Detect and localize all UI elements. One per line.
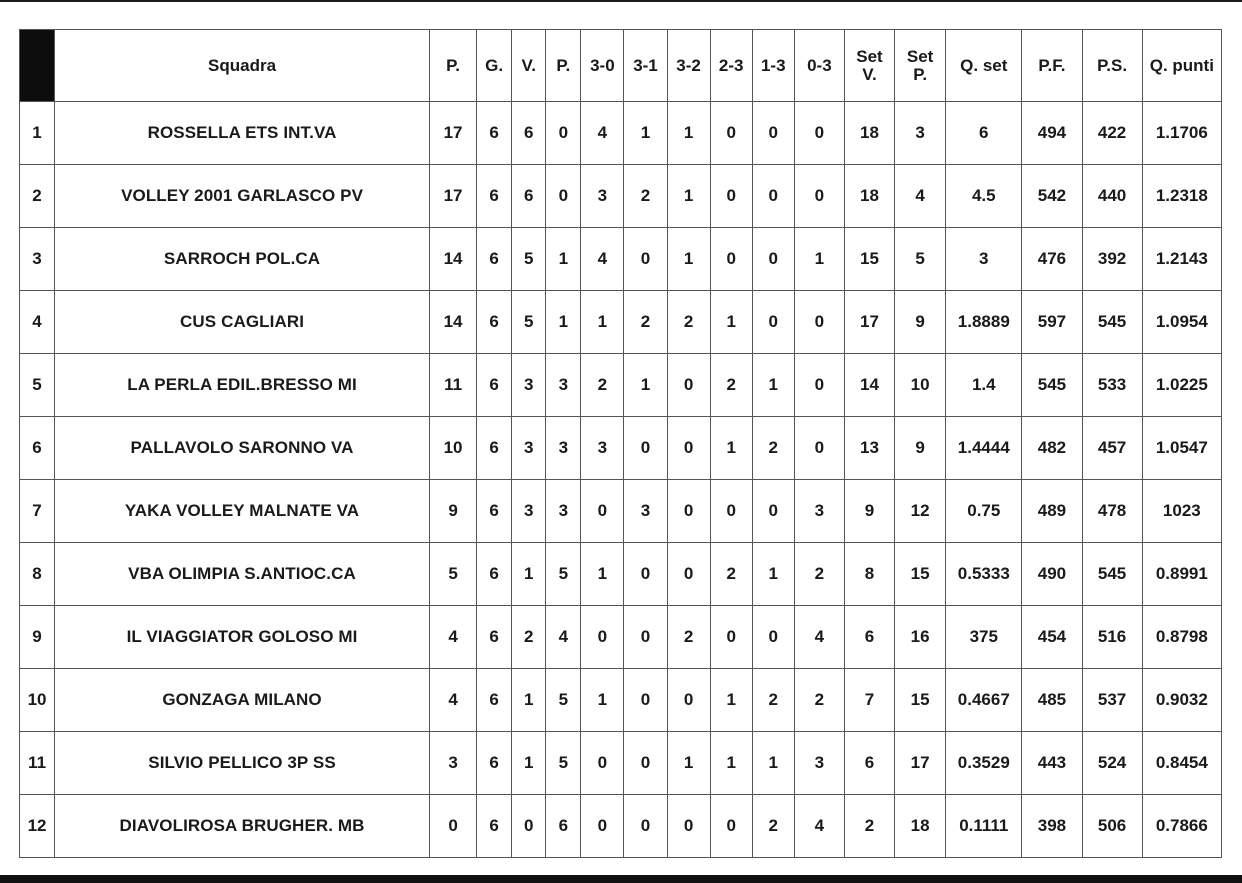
won-cell: 1 [512, 669, 546, 732]
rank-cell: 2 [20, 165, 55, 228]
result-0-3-cell: 0 [794, 165, 844, 228]
result-0-3-cell: 0 [794, 291, 844, 354]
rank-cell: 7 [20, 480, 55, 543]
points-for-cell: 542 [1022, 165, 1082, 228]
set-ratio-cell: 3 [946, 228, 1022, 291]
played-cell: 6 [477, 543, 512, 606]
result-3-0-cell: 4 [581, 102, 624, 165]
points-cell: 11 [430, 354, 477, 417]
header-3-2: 3-2 [667, 30, 710, 102]
header-lost: P. [546, 30, 581, 102]
sets-lost-cell: 15 [895, 669, 946, 732]
sets-lost-cell: 5 [895, 228, 946, 291]
set-ratio-cell: 1.8889 [946, 291, 1022, 354]
result-0-3-cell: 3 [794, 480, 844, 543]
result-2-3-cell: 0 [710, 480, 752, 543]
standings-table [19, 29, 1222, 858]
result-0-3-cell: 4 [794, 795, 844, 858]
won-cell: 1 [512, 543, 546, 606]
header-team: Squadra [55, 30, 430, 102]
result-3-2-cell: 0 [667, 669, 710, 732]
header-3-1: 3-1 [624, 30, 667, 102]
result-1-3-cell: 0 [752, 291, 794, 354]
result-3-2-cell: 1 [667, 732, 710, 795]
result-3-0-cell: 1 [581, 669, 624, 732]
won-cell: 5 [512, 228, 546, 291]
points-for-cell: 443 [1022, 732, 1082, 795]
team-name-cell: SARROCH POL.CA [55, 228, 430, 291]
lost-cell: 3 [546, 354, 581, 417]
result-1-3-cell: 2 [752, 795, 794, 858]
points-against-cell: 533 [1082, 354, 1142, 417]
result-3-2-cell: 2 [667, 606, 710, 669]
result-3-1-cell: 1 [624, 102, 667, 165]
played-cell: 6 [477, 795, 512, 858]
result-3-0-cell: 3 [581, 417, 624, 480]
points-against-cell: 440 [1082, 165, 1142, 228]
table-row [20, 480, 1222, 543]
result-1-3-cell: 0 [752, 102, 794, 165]
lost-cell: 3 [546, 417, 581, 480]
points-ratio-cell: 1.2143 [1142, 228, 1221, 291]
rank-cell: 9 [20, 606, 55, 669]
lost-cell: 1 [546, 291, 581, 354]
top-border-line [0, 0, 1242, 2]
result-1-3-cell: 1 [752, 732, 794, 795]
rank-cell: 1 [20, 102, 55, 165]
team-name-cell: CUS CAGLIARI [55, 291, 430, 354]
table-row [20, 669, 1222, 732]
result-1-3-cell: 0 [752, 606, 794, 669]
result-3-0-cell: 1 [581, 543, 624, 606]
result-1-3-cell: 1 [752, 354, 794, 417]
points-ratio-cell: 1023 [1142, 480, 1221, 543]
header-sets-won-line2: V. [862, 64, 877, 84]
result-2-3-cell: 1 [710, 669, 752, 732]
header-3-0: 3-0 [581, 30, 624, 102]
won-cell: 6 [512, 165, 546, 228]
played-cell: 6 [477, 417, 512, 480]
header-points-against: P.S. [1082, 30, 1142, 102]
points-for-cell: 454 [1022, 606, 1082, 669]
won-cell: 0 [512, 795, 546, 858]
sets-lost-cell: 4 [895, 165, 946, 228]
points-cell: 14 [430, 291, 477, 354]
rank-cell: 8 [20, 543, 55, 606]
result-3-2-cell: 0 [667, 417, 710, 480]
played-cell: 6 [477, 228, 512, 291]
points-for-cell: 485 [1022, 669, 1082, 732]
points-against-cell: 478 [1082, 480, 1142, 543]
points-for-cell: 597 [1022, 291, 1082, 354]
result-3-1-cell: 0 [624, 732, 667, 795]
team-name-cell: GONZAGA MILANO [55, 669, 430, 732]
sets-won-cell: 17 [844, 291, 894, 354]
team-name-cell: SILVIO PELLICO 3P SS [55, 732, 430, 795]
sets-won-cell: 13 [844, 417, 894, 480]
header-0-3: 0-3 [794, 30, 844, 102]
result-3-2-cell: 1 [667, 165, 710, 228]
result-3-0-cell: 0 [581, 606, 624, 669]
lost-cell: 5 [546, 669, 581, 732]
points-against-cell: 506 [1082, 795, 1142, 858]
lost-cell: 6 [546, 795, 581, 858]
team-name-cell: YAKA VOLLEY MALNATE VA [55, 480, 430, 543]
result-3-1-cell: 1 [624, 354, 667, 417]
lost-cell: 3 [546, 480, 581, 543]
team-name-cell: IL VIAGGIATOR GOLOSO MI [55, 606, 430, 669]
result-3-1-cell: 0 [624, 606, 667, 669]
points-for-cell: 476 [1022, 228, 1082, 291]
points-ratio-cell: 1.0954 [1142, 291, 1221, 354]
header-sets-lost-line1: Set [906, 46, 934, 66]
lost-cell: 1 [546, 228, 581, 291]
result-3-1-cell: 2 [624, 165, 667, 228]
team-name-cell: VBA OLIMPIA S.ANTIOC.CA [55, 543, 430, 606]
table-row [20, 291, 1222, 354]
set-ratio-cell: 0.3529 [946, 732, 1022, 795]
rank-cell: 5 [20, 354, 55, 417]
rank-cell: 11 [20, 732, 55, 795]
team-name-cell: ROSSELLA ETS INT.VA [55, 102, 430, 165]
header-points-for: P.F. [1022, 30, 1082, 102]
points-cell: 4 [430, 669, 477, 732]
sets-lost-cell: 17 [895, 732, 946, 795]
result-3-2-cell: 0 [667, 480, 710, 543]
header-points-ratio: Q. punti [1142, 30, 1221, 102]
result-0-3-cell: 2 [794, 669, 844, 732]
result-3-0-cell: 4 [581, 228, 624, 291]
table-row [20, 795, 1222, 858]
sets-won-cell: 9 [844, 480, 894, 543]
result-3-2-cell: 1 [667, 228, 710, 291]
points-against-cell: 537 [1082, 669, 1142, 732]
result-2-3-cell: 0 [710, 795, 752, 858]
result-2-3-cell: 0 [710, 165, 752, 228]
result-0-3-cell: 2 [794, 543, 844, 606]
rank-cell: 12 [20, 795, 55, 858]
points-for-cell: 482 [1022, 417, 1082, 480]
points-against-cell: 457 [1082, 417, 1142, 480]
team-name-cell: VOLLEY 2001 GARLASCO PV [55, 165, 430, 228]
won-cell: 3 [512, 417, 546, 480]
points-ratio-cell: 0.9032 [1142, 669, 1221, 732]
sets-lost-cell: 3 [895, 102, 946, 165]
result-1-3-cell: 0 [752, 165, 794, 228]
set-ratio-cell: 375 [946, 606, 1022, 669]
points-ratio-cell: 0.8798 [1142, 606, 1221, 669]
won-cell: 1 [512, 732, 546, 795]
table-header-row [20, 30, 1222, 102]
won-cell: 5 [512, 291, 546, 354]
sets-won-cell: 6 [844, 732, 894, 795]
table-row [20, 606, 1222, 669]
table-row [20, 543, 1222, 606]
header-sets-lost [895, 30, 946, 102]
result-3-2-cell: 1 [667, 102, 710, 165]
result-3-1-cell: 0 [624, 543, 667, 606]
table-row [20, 732, 1222, 795]
result-3-1-cell: 0 [624, 417, 667, 480]
sets-lost-cell: 12 [895, 480, 946, 543]
table-row [20, 228, 1222, 291]
points-ratio-cell: 0.8454 [1142, 732, 1221, 795]
lost-cell: 0 [546, 165, 581, 228]
points-against-cell: 392 [1082, 228, 1142, 291]
points-for-cell: 494 [1022, 102, 1082, 165]
points-cell: 17 [430, 165, 477, 228]
rank-cell: 3 [20, 228, 55, 291]
header-2-3: 2-3 [710, 30, 752, 102]
won-cell: 3 [512, 480, 546, 543]
points-for-cell: 490 [1022, 543, 1082, 606]
played-cell: 6 [477, 354, 512, 417]
sets-lost-cell: 10 [895, 354, 946, 417]
lost-cell: 5 [546, 543, 581, 606]
points-for-cell: 545 [1022, 354, 1082, 417]
result-1-3-cell: 2 [752, 417, 794, 480]
sets-lost-cell: 9 [895, 291, 946, 354]
result-3-0-cell: 0 [581, 795, 624, 858]
result-0-3-cell: 4 [794, 606, 844, 669]
result-3-0-cell: 1 [581, 291, 624, 354]
header-sets-won-line1: Set [856, 46, 883, 66]
points-against-cell: 516 [1082, 606, 1142, 669]
played-cell: 6 [477, 669, 512, 732]
result-1-3-cell: 1 [752, 543, 794, 606]
result-3-2-cell: 2 [667, 291, 710, 354]
result-3-2-cell: 0 [667, 795, 710, 858]
result-2-3-cell: 2 [710, 543, 752, 606]
result-3-2-cell: 0 [667, 543, 710, 606]
header-corner-cell [20, 30, 55, 102]
rank-cell: 10 [20, 669, 55, 732]
team-name-cell: DIAVOLIROSA BRUGHER. MB [55, 795, 430, 858]
result-3-1-cell: 2 [624, 291, 667, 354]
header-won: V. [512, 30, 546, 102]
table-row [20, 102, 1222, 165]
points-cell: 10 [430, 417, 477, 480]
points-ratio-cell: 0.8991 [1142, 543, 1221, 606]
header-set-ratio: Q. set [946, 30, 1022, 102]
points-ratio-cell: 1.1706 [1142, 102, 1221, 165]
lost-cell: 0 [546, 102, 581, 165]
result-1-3-cell: 0 [752, 480, 794, 543]
table-row [20, 165, 1222, 228]
result-3-1-cell: 0 [624, 228, 667, 291]
points-cell: 5 [430, 543, 477, 606]
result-3-1-cell: 0 [624, 669, 667, 732]
played-cell: 6 [477, 732, 512, 795]
played-cell: 6 [477, 480, 512, 543]
result-0-3-cell: 1 [794, 228, 844, 291]
sets-won-cell: 15 [844, 228, 894, 291]
set-ratio-cell: 0.4667 [946, 669, 1022, 732]
result-2-3-cell: 0 [710, 228, 752, 291]
result-2-3-cell: 1 [710, 291, 752, 354]
result-2-3-cell: 1 [710, 417, 752, 480]
result-0-3-cell: 0 [794, 102, 844, 165]
sets-won-cell: 2 [844, 795, 894, 858]
table-row [20, 417, 1222, 480]
points-cell: 9 [430, 480, 477, 543]
points-cell: 0 [430, 795, 477, 858]
sets-won-cell: 7 [844, 669, 894, 732]
points-for-cell: 398 [1022, 795, 1082, 858]
result-1-3-cell: 0 [752, 228, 794, 291]
points-against-cell: 524 [1082, 732, 1142, 795]
points-cell: 17 [430, 102, 477, 165]
set-ratio-cell: 0.5333 [946, 543, 1022, 606]
sets-lost-cell: 18 [895, 795, 946, 858]
points-cell: 14 [430, 228, 477, 291]
result-3-1-cell: 3 [624, 480, 667, 543]
header-points: P. [430, 30, 477, 102]
result-3-0-cell: 2 [581, 354, 624, 417]
result-1-3-cell: 2 [752, 669, 794, 732]
points-against-cell: 545 [1082, 291, 1142, 354]
result-3-0-cell: 3 [581, 165, 624, 228]
points-ratio-cell: 1.2318 [1142, 165, 1221, 228]
sets-won-cell: 6 [844, 606, 894, 669]
set-ratio-cell: 0.1111 [946, 795, 1022, 858]
result-2-3-cell: 0 [710, 606, 752, 669]
sets-won-cell: 18 [844, 165, 894, 228]
points-cell: 4 [430, 606, 477, 669]
set-ratio-cell: 6 [946, 102, 1022, 165]
points-ratio-cell: 1.0547 [1142, 417, 1221, 480]
sets-lost-cell: 15 [895, 543, 946, 606]
team-name-cell: PALLAVOLO SARONNO VA [55, 417, 430, 480]
result-3-1-cell: 0 [624, 795, 667, 858]
points-cell: 3 [430, 732, 477, 795]
bottom-border-bar [0, 875, 1242, 883]
played-cell: 6 [477, 291, 512, 354]
set-ratio-cell: 1.4444 [946, 417, 1022, 480]
result-2-3-cell: 0 [710, 102, 752, 165]
played-cell: 6 [477, 606, 512, 669]
result-3-2-cell: 0 [667, 354, 710, 417]
lost-cell: 5 [546, 732, 581, 795]
header-sets-won [844, 30, 894, 102]
header-1-3: 1-3 [752, 30, 794, 102]
set-ratio-cell: 1.4 [946, 354, 1022, 417]
set-ratio-cell: 4.5 [946, 165, 1022, 228]
result-0-3-cell: 0 [794, 417, 844, 480]
header-played: G. [477, 30, 512, 102]
sets-won-cell: 14 [844, 354, 894, 417]
set-ratio-cell: 0.75 [946, 480, 1022, 543]
points-for-cell: 489 [1022, 480, 1082, 543]
won-cell: 3 [512, 354, 546, 417]
rank-cell: 6 [20, 417, 55, 480]
played-cell: 6 [477, 165, 512, 228]
result-0-3-cell: 3 [794, 732, 844, 795]
won-cell: 6 [512, 102, 546, 165]
lost-cell: 4 [546, 606, 581, 669]
header-sets-lost-line2: P. [913, 64, 928, 84]
won-cell: 2 [512, 606, 546, 669]
points-ratio-cell: 0.7866 [1142, 795, 1221, 858]
result-2-3-cell: 1 [710, 732, 752, 795]
sets-lost-cell: 16 [895, 606, 946, 669]
standings-body [20, 102, 1222, 858]
rank-cell: 4 [20, 291, 55, 354]
sets-won-cell: 8 [844, 543, 894, 606]
team-name-cell: LA PERLA EDIL.BRESSO MI [55, 354, 430, 417]
played-cell: 6 [477, 102, 512, 165]
result-2-3-cell: 2 [710, 354, 752, 417]
result-3-0-cell: 0 [581, 732, 624, 795]
sets-won-cell: 18 [844, 102, 894, 165]
result-0-3-cell: 0 [794, 354, 844, 417]
sets-lost-cell: 9 [895, 417, 946, 480]
points-against-cell: 545 [1082, 543, 1142, 606]
points-ratio-cell: 1.0225 [1142, 354, 1221, 417]
points-against-cell: 422 [1082, 102, 1142, 165]
result-3-0-cell: 0 [581, 480, 624, 543]
table-row [20, 354, 1222, 417]
